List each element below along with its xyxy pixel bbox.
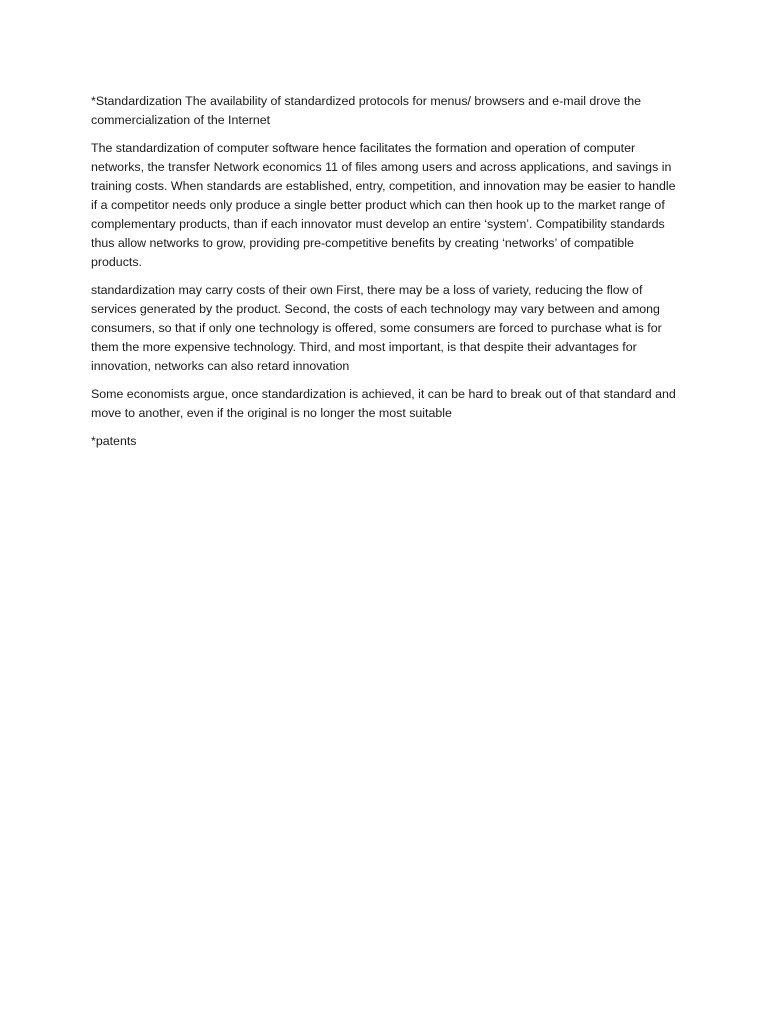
paragraph-economists-argue: Some economists argue, once standardization is achieved, it can be hard to break out of that standard and move to another, even if the original is no longer the most suitable bbox=[91, 387, 676, 420]
paragraph-patents-heading: *patents bbox=[91, 434, 137, 448]
document-body bbox=[91, 92, 685, 460]
paragraph-standardization-costs: standardization may carry costs of their own First, there may be a loss of variety, reducing the flow of services generated by the product. Second, the costs of each technology may vary between and among consumers, so that if only one technology is offered, some consumers are forced to purchase what is for them the more expensive technology. Third, and most important, is that despite their advantages for innovation, networks can also retard innovation bbox=[91, 283, 662, 373]
paragraph-standardization-heading: *Standardization The availability of standardized protocols for menus/ browsers and e-mail drove the commercialization of the Internet bbox=[91, 94, 642, 127]
paragraph-software-standardization: The standardization of computer software hence facilitates the formation and operation of computer networks, the transfer Network economics 11 of files among users and across applications, and savings in training costs. When standards are established, entry, competition, and innovation may be easier to handle if a competitor needs only produce a single better product which can then hook up to the market range of complementary products, than if each innovator must develop an entire ‘system’. Compatibility standards thus allow networks to grow, providing pre-competitive benefits by creating ‘networks’ of compatible products. bbox=[91, 141, 676, 269]
